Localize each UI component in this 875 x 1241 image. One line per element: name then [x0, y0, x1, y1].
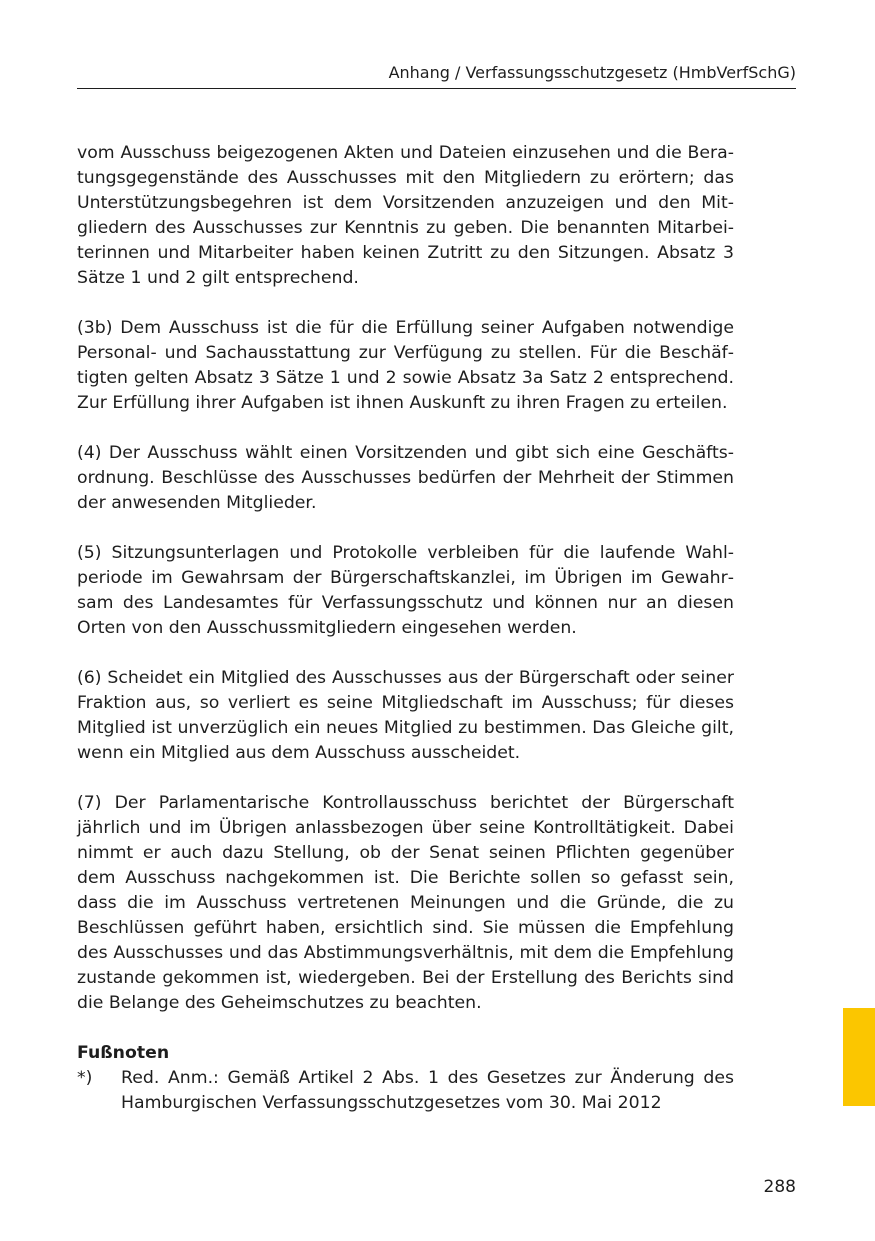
paragraph-5: (5) Sitzungsunterlagen und Protokolle verbleiben für die laufende Wahlperiode im Gewahrsam der Bürgerschaftskanzlei, im Übrigen im Gewahrsam des Landesamtes für Verfassungsschutz und können nur an diesen Orten von den Ausschussmitgliedern eingesehen werden.	[77, 543, 734, 638]
running-header: Anhang / Verfassungsschutzgesetz (HmbVerfSchG)	[388, 63, 796, 82]
footnotes-heading: Fußnoten	[77, 1043, 170, 1063]
footnote-marker: *)	[77, 1068, 93, 1088]
paragraph-continuation: vom Ausschuss beigezogenen Akten und Dateien einzusehen und die Beratungsgegenstände des Ausschusses mit den Mitgliedern zu erörtern; das Unterstützungsbegehren ist dem Vorsitzenden anzuzeigen und den Mitgliedern des Ausschusses zur Kenntnis zu geben. Die benannten Mitarbeiterinnen und Mitarbeiter haben keinen Zutritt zu den Sitzungen. Absatz 3 Sätze 1 und 2 gilt entsprechend.	[77, 143, 734, 288]
chapter-tab-marker	[843, 1008, 875, 1106]
paragraph-4: (4) Der Ausschuss wählt einen Vorsitzenden und gibt sich eine Geschäftsordnung. Beschlüsse des Ausschusses bedürfen der Mehrheit der Stimmen der anwesenden Mitglieder.	[77, 443, 734, 513]
page-number: 288	[763, 1177, 796, 1197]
footnotes-section	[77, 1041, 734, 1116]
paragraph-7: (7) Der Parlamentarische Kontrollausschuss berichtet der Bürgerschaft jährlich und im Übrigen anlassbezogen über seine Kontrolltätigkeit. Dabei nimmt er auch dazu Stellung, ob der Senat seinen Pflichten gegenüber dem Ausschuss nachgekommen ist. Die Berichte sollen so gefasst sein, dass die im Ausschuss vertretenen Meinungen und die Gründe, die zu Beschlüssen geführt haben, ersichtlich sind. Sie müssen die Empfehlung des Ausschusses und das Abstimmungsverhältnis, mit dem die Empfehlung zustande gekommen ist, wiedergeben. Bei der Erstellung des Berichts sind die Belange des Geheimschutzes zu beachten.	[77, 793, 734, 1013]
footnote-item	[77, 1066, 734, 1116]
footnote-text: Red. Anm.: Gemäß Artikel 2 Abs. 1 des Gesetzes zur Änderung des Hamburgischen Verfassungsschutzgesetzes vom 30. Mai 2012	[121, 1068, 734, 1113]
paragraph-6: (6) Scheidet ein Mitglied des Ausschusses aus der Bürgerschaft oder seiner Fraktion aus, so verliert es seine Mitgliedschaft im Ausschuss; für dieses Mitglied ist unverzüglich ein neues Mitglied zu bestimmen. Das Gleiche gilt, wenn ein Mitglied aus dem Ausschuss ausscheidet.	[77, 668, 734, 763]
page-body	[77, 141, 734, 1116]
header-divider	[77, 88, 796, 89]
paragraph-3b: (3b) Dem Ausschuss ist die für die Erfüllung seiner Aufgaben notwendige Personal- und Sachausstattung zur Verfügung zu stellen. Für die Beschäftigten gelten Absatz 3 Sätze 1 und 2 sowie Absatz 3a Satz 2 entsprechend. Zur Erfüllung ihrer Aufgaben ist ihnen Auskunft zu ihren Fragen zu erteilen.	[77, 318, 734, 413]
